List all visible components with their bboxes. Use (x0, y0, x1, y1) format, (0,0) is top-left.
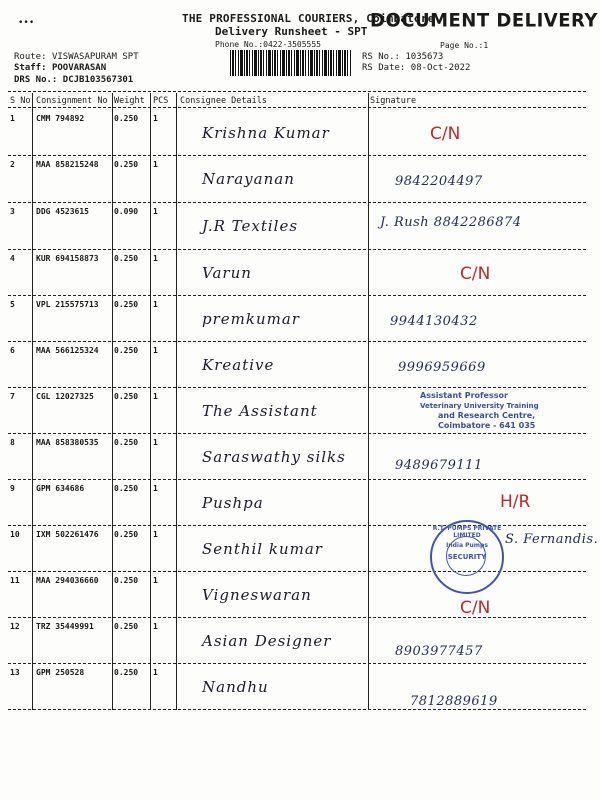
divider (176, 156, 177, 203)
row-consignment-no: IXM 502261476 (36, 530, 99, 539)
divider (32, 526, 33, 572)
rs-date-line (362, 63, 470, 73)
col-sno: S No (10, 96, 31, 106)
row-pcs: 1 (153, 160, 158, 169)
row-consignee-name: Krishna Kumar (202, 124, 330, 142)
table-row (0, 296, 600, 342)
row-sno: 5 (10, 300, 15, 309)
col-weight: Weight (114, 96, 145, 106)
row-sno: 8 (10, 438, 15, 447)
divider (368, 250, 369, 296)
divider (176, 388, 177, 434)
row-sno: 11 (10, 576, 20, 585)
table-row (0, 434, 600, 480)
row-consignee-name: premkumar (202, 310, 300, 328)
company-seal (430, 520, 504, 594)
row-sno: 4 (10, 254, 15, 263)
divider (150, 664, 151, 710)
divider (368, 572, 369, 618)
row-consignee-name: Pushpa (202, 494, 264, 512)
row-consignee-name: Kreative (202, 356, 275, 374)
divider (176, 342, 177, 388)
row-weight: 0.250 (114, 160, 139, 169)
divider (32, 388, 33, 434)
row-consignment-no: GPM 250528 (36, 668, 85, 677)
divider (112, 342, 113, 388)
phone-number: Phone No.:0422-3505555 (215, 40, 321, 49)
divider (368, 618, 369, 664)
row-consignment-no: MAA 566125324 (36, 346, 99, 355)
row-weight: 0.250 (114, 668, 139, 677)
divider (150, 572, 151, 618)
divider (112, 480, 113, 526)
route-label: Route: (14, 52, 47, 62)
seal-outer-text: R.T. PUMPS PRIVATE LIMITED (432, 525, 502, 539)
row-pcs: 1 (153, 622, 158, 631)
row-pcs: 1 (153, 530, 158, 539)
barcode-icon (230, 50, 352, 76)
row-sno: 1 (10, 114, 15, 123)
divider (32, 342, 33, 388)
row-signature: 9996959669 (398, 360, 486, 375)
row-consignment-no: MAA 858380535 (36, 438, 99, 447)
page-number: Page No.:1 (440, 41, 489, 50)
divider (368, 296, 369, 342)
rs-date-label: RS Date: (362, 63, 406, 73)
row-pcs: 1 (153, 254, 158, 263)
row-sno: 6 (10, 346, 15, 355)
seal-inner-text: India Pumps (446, 542, 488, 549)
row-consignment-no: VPL 215575713 (36, 300, 99, 309)
col-signature: Signature (370, 96, 417, 106)
table-row (0, 203, 600, 250)
table-top-rule (8, 91, 586, 92)
assistant-stamp (420, 391, 539, 431)
divider (368, 434, 369, 480)
row-sno: 12 (10, 622, 20, 631)
row-consignment-no: MAA 294036660 (36, 576, 99, 585)
divider (112, 618, 113, 664)
divider (32, 296, 33, 342)
divider (368, 480, 369, 526)
company-name: THE PROFESSIONAL COURIERS, Coimbatore (182, 12, 435, 25)
divider (176, 480, 177, 526)
row-sno: 10 (10, 530, 20, 539)
staff-line (14, 63, 106, 73)
row-pcs: 1 (153, 207, 158, 216)
divider (150, 296, 151, 342)
divider (112, 664, 113, 710)
row-consignment-no: KUR 694158873 (36, 254, 99, 263)
divider (112, 434, 113, 480)
divider (150, 434, 151, 480)
table-row (0, 156, 600, 203)
stamp-line: and Research Centre, (438, 411, 536, 420)
row-consignee-name: Nandhu (202, 678, 269, 696)
row-pcs: 1 (153, 300, 158, 309)
divider (150, 156, 151, 203)
divider (176, 526, 177, 572)
row-pcs: 1 (153, 392, 158, 401)
row-weight: 0.250 (114, 438, 139, 447)
divider (368, 664, 369, 710)
row-signature: C/N (460, 264, 491, 284)
divider (150, 618, 151, 664)
divider (32, 434, 33, 480)
row-consignment-no: MAA 858215248 (36, 160, 99, 169)
divider (150, 203, 151, 250)
divider (176, 296, 177, 342)
row-consignment-no: DDG 4523615 (36, 207, 89, 216)
divider (176, 203, 177, 250)
runsheet-title: Delivery Runsheet - SPT (215, 25, 368, 38)
table-row (0, 250, 600, 296)
divider (176, 434, 177, 480)
col-pcs: PCS (153, 96, 169, 106)
row-pcs: 1 (153, 484, 158, 493)
divider (368, 388, 369, 434)
row-sno: 2 (10, 160, 15, 169)
divider (150, 250, 151, 296)
row-weight: 0.250 (114, 346, 139, 355)
row-signature: J. Rush 8842286874 (380, 215, 522, 230)
stamp-line: Coimbatore - 641 035 (438, 421, 536, 430)
row-weight: 0.250 (114, 576, 139, 585)
row-weight: 0.250 (114, 392, 139, 401)
row-consignee-name: Vigneswaran (202, 586, 312, 604)
row-weight: 0.250 (114, 622, 139, 631)
col-consignment: Consignment No (36, 96, 108, 106)
divider (112, 388, 113, 434)
table-row (0, 110, 600, 156)
seal-center-text: SECURITY (447, 553, 487, 561)
row-pcs: 1 (153, 668, 158, 677)
divider (32, 156, 33, 203)
row-consignment-no: CMM 794892 (36, 114, 85, 123)
document-delivery-stamp: DOCUMENT DELIVERY (370, 9, 598, 32)
row-separator (8, 709, 586, 710)
row-signature: 9842204497 (395, 174, 483, 189)
row-signature: 9944130432 (390, 314, 478, 329)
rs-no-line (362, 52, 443, 62)
row-consignee-name: J.R Textiles (202, 217, 299, 235)
row-consignment-no: CGL 12027325 (36, 392, 94, 401)
row-weight: 0.090 (114, 207, 139, 216)
divider (176, 572, 177, 618)
row-pcs: 1 (153, 346, 158, 355)
row-weight: 0.250 (114, 300, 139, 309)
divider (32, 618, 33, 664)
stamp-line: Assistant Professor (420, 391, 508, 400)
table-row (0, 572, 600, 618)
divider (112, 250, 113, 296)
table-row (0, 480, 600, 526)
divider (32, 480, 33, 526)
row-weight: 0.250 (114, 114, 139, 123)
col-consignee: Consignee Details (180, 96, 267, 106)
divider (112, 203, 113, 250)
row-signature: 7812889619 (410, 694, 498, 709)
row-signature: H/R (500, 492, 531, 512)
divider (368, 110, 369, 156)
header-bottom-rule (8, 107, 586, 108)
row-consignment-no: GPM 634686 (36, 484, 85, 493)
row-signature: 8903977457 (395, 644, 483, 659)
rs-no-label: RS No.: (362, 52, 400, 62)
stamp-line: Veterinary University Training (420, 402, 539, 410)
row-pcs: 1 (153, 114, 158, 123)
row-signature: C/N (460, 598, 491, 618)
row-weight: 0.250 (114, 484, 139, 493)
divider (32, 250, 33, 296)
table-row (0, 342, 600, 388)
divider (32, 664, 33, 710)
route-line (14, 52, 139, 62)
divider (176, 664, 177, 710)
row-pcs: 1 (153, 576, 158, 585)
row-pcs: 1 (153, 438, 158, 447)
drs-label: DRS No.: (14, 75, 58, 85)
row-consignee-name: Senthil kumar (202, 540, 323, 558)
row-sno: 3 (10, 207, 15, 216)
row-weight: 0.250 (114, 530, 139, 539)
divider (112, 156, 113, 203)
row-consignee-name: Asian Designer (202, 632, 332, 650)
table-row (0, 618, 600, 664)
row-signature: 9489679111 (395, 458, 483, 473)
divider (176, 110, 177, 156)
table-row (0, 526, 600, 572)
divider (368, 156, 369, 203)
row-consignee-name: Narayanan (202, 170, 295, 188)
divider (368, 526, 369, 572)
row-consignee-name: Saraswathy silks (202, 448, 346, 466)
divider (368, 203, 369, 250)
row-consignee-name: Varun (202, 264, 252, 282)
rs-no-value: 1035673 (405, 52, 444, 62)
divider (112, 110, 113, 156)
row-sno: 13 (10, 668, 20, 677)
divider (150, 110, 151, 156)
divider (368, 342, 369, 388)
divider (176, 618, 177, 664)
staff-value: POOVARASAN (51, 63, 107, 73)
row-weight: 0.250 (114, 254, 139, 263)
divider (112, 296, 113, 342)
divider (32, 110, 33, 156)
table-row (0, 664, 600, 710)
row-signature: S. Fernandis. (505, 532, 599, 547)
route-value: VISWASAPURAM SPT (51, 52, 139, 62)
row-consignee-name: The Assistant (202, 402, 318, 420)
rs-date-value: 08-Oct-2022 (410, 63, 471, 73)
divider (150, 526, 151, 572)
row-consignment-no: TRZ 35449991 (36, 622, 94, 631)
divider (150, 388, 151, 434)
row-sno: 9 (10, 484, 15, 493)
divider (32, 572, 33, 618)
staff-label: Staff: (14, 63, 47, 73)
courier-logo-icon: ••• (18, 18, 35, 28)
row-signature: C/N (430, 124, 461, 144)
divider (150, 342, 151, 388)
divider (176, 250, 177, 296)
divider (150, 480, 151, 526)
row-sno: 7 (10, 392, 15, 401)
divider (112, 572, 113, 618)
drs-line (14, 75, 133, 85)
divider (32, 203, 33, 250)
drs-value: DCJB103567301 (62, 75, 134, 85)
divider (112, 526, 113, 572)
